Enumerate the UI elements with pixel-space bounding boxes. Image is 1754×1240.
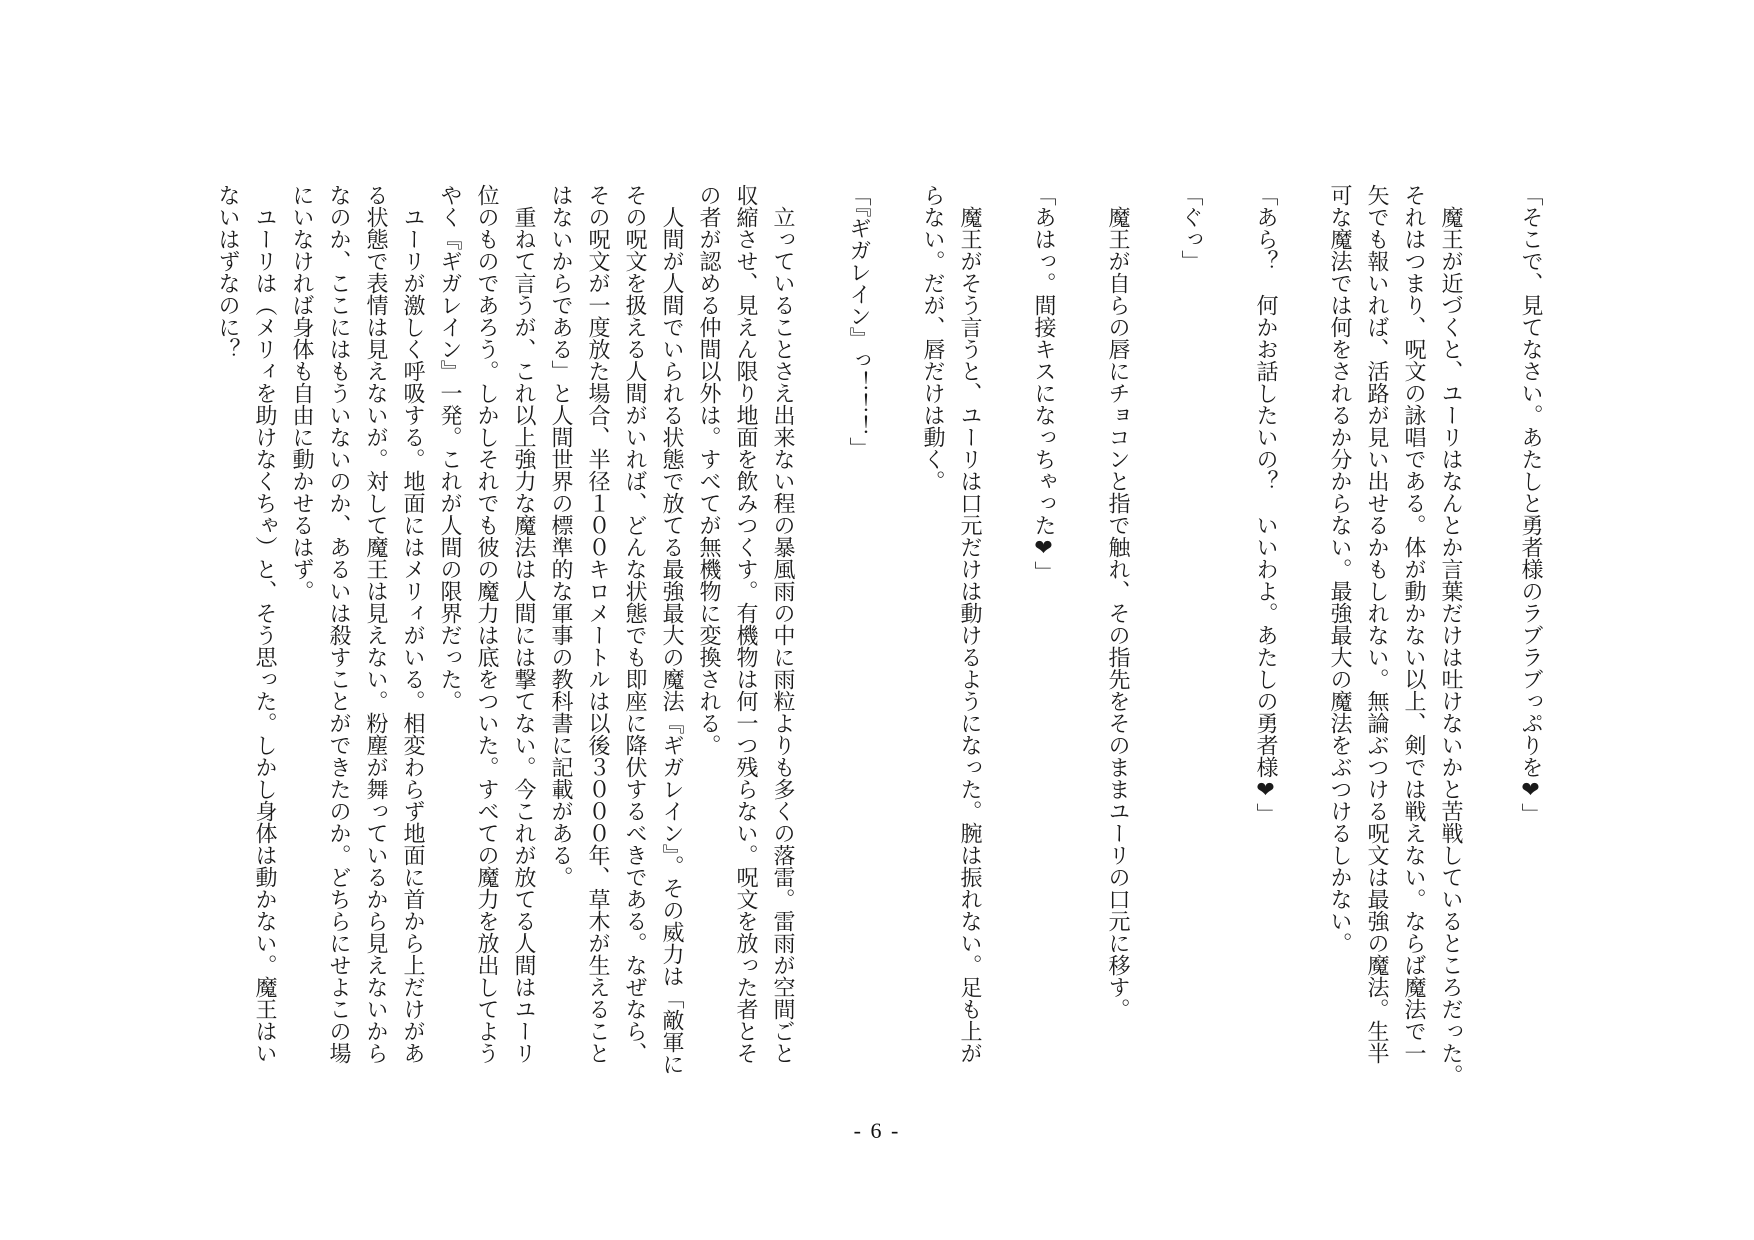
text-line: 可な魔法では何をされるか分からない。最強最大の魔法をぶつけるしかない。	[1327, 184, 1352, 954]
text-line: ユーリは（メリィを助けなくちゃ）と、そう思った。しかし身体は動かない。魔王はい	[252, 184, 277, 1064]
text-line: にいなければ身体も自由に動かせるはず。	[289, 184, 314, 602]
text-line: その呪文が一度放た場合、半径１００キロメートルは以後３０００年、草木が生えること	[585, 184, 610, 1064]
text-line: ユーリが激しく呼吸する。地面にはメリィがいる。相変わらず地面に首から上だけがあ	[400, 184, 425, 1064]
page-number: - 6 -	[853, 1118, 901, 1143]
text-line: 重ねて言うが、これ以上強力な魔法は人間には撃てない。今これが放てる人間はユーリ	[511, 184, 536, 1064]
text-line: 収縮させ、見えん限り地面を飲みつくす。有機物は何一つ残らない。呪文を放った者とそ	[733, 184, 758, 1064]
text-line: 「『ギガレイン』っ！！！」	[846, 184, 871, 459]
text-line: 「ぐっ」	[1178, 184, 1203, 272]
text-line: それはつまり、呪文の詠唱である。体が動かない以上、剣では戦えない。ならば魔法で一	[1401, 184, 1426, 1064]
text-line: 魔王が自らの唇にチョコンと指で触れ、その指先をそのままユーリの口元に移す。	[1105, 184, 1130, 1020]
text-line: やく『ギガレイン』一発。これが人間の限界だった。	[437, 184, 462, 712]
text-line: ないはずなのに？	[215, 184, 240, 360]
text-line: の者が認める仲間以外は。すべてが無機物に変換される。	[696, 184, 721, 756]
text-line: 立っていることさえ出来ない程の暴風雨の中に雨粒よりも多くの落雷。雷雨が空間ごと	[770, 184, 795, 1064]
text-line: はないからである」と人間世界の標準的な軍事の教科書に記載がある。	[548, 184, 573, 888]
text-line: らない。だが、唇だけは動く。	[920, 184, 945, 492]
text-line: 魔王が近づくと、ユーリはなんとか言葉だけは吐けないかと苦戦しているところだった。	[1438, 184, 1463, 1086]
text-line: 魔王がそう言うと、ユーリは口元だけは動けるようになった。腕は振れない。足も上が	[957, 184, 982, 1064]
text-line: その呪文を扱える人間がいれば、どんな状態でも即座に降伏するべきである。なぜなら、	[622, 184, 647, 1064]
text-line: 「そこで、見てなさい。あたしと勇者様のラブラブっぷりを❤」	[1518, 184, 1543, 825]
text-line: 「あはっ。間接キスになっちゃった❤」	[1031, 184, 1056, 583]
text-line: 矢でも報いれば、活路が見い出せるかもしれない。無論ぶつける呪文は最強の魔法。生半	[1364, 184, 1389, 1064]
text-line: る状態で表情は見えないが。対して魔王は見えない。粉塵が舞っているから見えないから	[363, 184, 388, 1064]
text-line: 「あら？ 何かお話したいの？ いいわよ。あたしの勇者様❤」	[1253, 184, 1278, 825]
text-line: なのか、ここにはもういないのか、あるいは殺すことができたのか。どちらにせよこの場	[326, 184, 351, 1064]
text-line: 位のものであろう。しかしそれでも彼の魔力は底をついた。すべての魔力を放出してよう	[474, 184, 499, 1064]
text-line: 人間が人間でいられる状態で放てる最強最大の魔法『ギガレイン』。その威力は「敵軍に	[659, 184, 684, 1075]
